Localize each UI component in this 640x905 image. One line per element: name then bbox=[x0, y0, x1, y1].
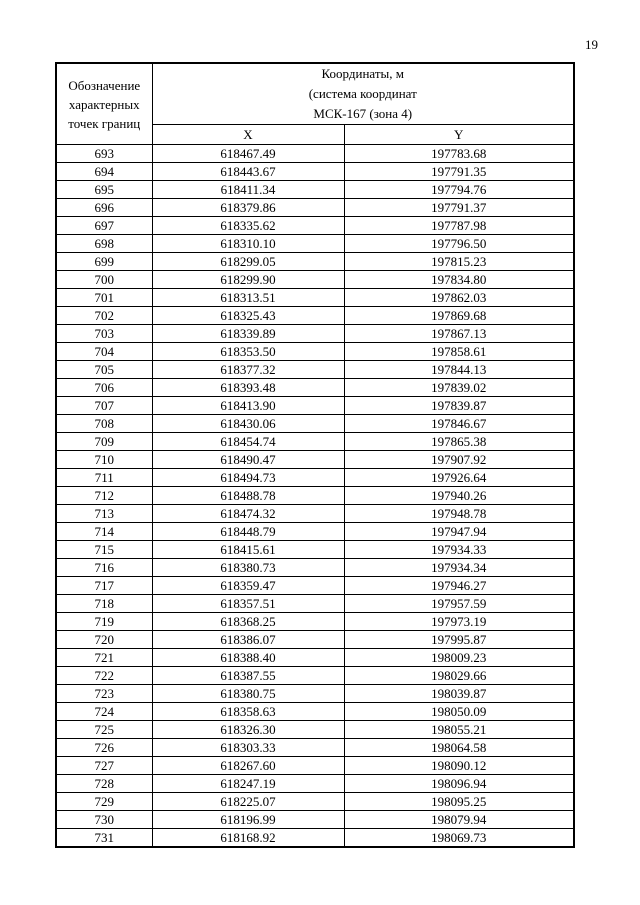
y-coordinate-cell: 198090.12 bbox=[344, 757, 574, 775]
table-row bbox=[56, 505, 574, 523]
y-coordinate-cell: 197907.92 bbox=[344, 451, 574, 469]
table-row bbox=[56, 325, 574, 343]
x-coordinate-cell: 618299.05 bbox=[152, 253, 344, 271]
y-coordinate-cell: 197934.34 bbox=[344, 559, 574, 577]
point-number-cell: 695 bbox=[56, 181, 152, 199]
table-header bbox=[56, 63, 574, 145]
table-row bbox=[56, 829, 574, 848]
table-row bbox=[56, 703, 574, 721]
table-row bbox=[56, 667, 574, 685]
x-coordinate-cell: 618357.51 bbox=[152, 595, 344, 613]
y-coordinate-cell: 197869.68 bbox=[344, 307, 574, 325]
x-coordinate-cell: 618168.92 bbox=[152, 829, 344, 848]
table-row bbox=[56, 775, 574, 793]
table-row bbox=[56, 415, 574, 433]
header-x: X bbox=[152, 125, 344, 145]
y-coordinate-cell: 198050.09 bbox=[344, 703, 574, 721]
y-coordinate-cell: 197791.35 bbox=[344, 163, 574, 181]
point-number-cell: 715 bbox=[56, 541, 152, 559]
y-coordinate-cell: 197867.13 bbox=[344, 325, 574, 343]
y-coordinate-cell: 198039.87 bbox=[344, 685, 574, 703]
point-number-cell: 719 bbox=[56, 613, 152, 631]
x-coordinate-cell: 618353.50 bbox=[152, 343, 344, 361]
table-row bbox=[56, 289, 574, 307]
point-number-cell: 722 bbox=[56, 667, 152, 685]
point-number-cell: 699 bbox=[56, 253, 152, 271]
point-number-cell: 707 bbox=[56, 397, 152, 415]
x-coordinate-cell: 618313.51 bbox=[152, 289, 344, 307]
x-coordinate-cell: 618368.25 bbox=[152, 613, 344, 631]
table-row bbox=[56, 469, 574, 487]
point-number-cell: 712 bbox=[56, 487, 152, 505]
y-coordinate-cell: 197783.68 bbox=[344, 145, 574, 163]
header-coords-line1: Координаты, м bbox=[321, 66, 404, 81]
x-coordinate-cell: 618379.86 bbox=[152, 199, 344, 217]
point-number-cell: 729 bbox=[56, 793, 152, 811]
point-number-cell: 709 bbox=[56, 433, 152, 451]
x-coordinate-cell: 618299.90 bbox=[152, 271, 344, 289]
point-number-cell: 708 bbox=[56, 415, 152, 433]
point-number-cell: 705 bbox=[56, 361, 152, 379]
y-coordinate-cell: 197794.76 bbox=[344, 181, 574, 199]
table-row bbox=[56, 595, 574, 613]
point-number-cell: 710 bbox=[56, 451, 152, 469]
x-coordinate-cell: 618247.19 bbox=[152, 775, 344, 793]
y-coordinate-cell: 198029.66 bbox=[344, 667, 574, 685]
header-coords-line3: МСК-167 (зона 4) bbox=[313, 106, 413, 121]
table-row bbox=[56, 361, 574, 379]
point-number-cell: 697 bbox=[56, 217, 152, 235]
y-coordinate-cell: 197844.13 bbox=[344, 361, 574, 379]
y-coordinate-cell: 197858.61 bbox=[344, 343, 574, 361]
x-coordinate-cell: 618303.33 bbox=[152, 739, 344, 757]
table-row bbox=[56, 397, 574, 415]
y-coordinate-cell: 197934.33 bbox=[344, 541, 574, 559]
table-row bbox=[56, 451, 574, 469]
y-coordinate-cell: 197796.50 bbox=[344, 235, 574, 253]
point-number-cell: 731 bbox=[56, 829, 152, 848]
table-row bbox=[56, 811, 574, 829]
x-coordinate-cell: 618413.90 bbox=[152, 397, 344, 415]
x-coordinate-cell: 618430.06 bbox=[152, 415, 344, 433]
table-row bbox=[56, 793, 574, 811]
point-number-cell: 721 bbox=[56, 649, 152, 667]
x-coordinate-cell: 618359.47 bbox=[152, 577, 344, 595]
point-number-cell: 718 bbox=[56, 595, 152, 613]
x-coordinate-cell: 618335.62 bbox=[152, 217, 344, 235]
x-coordinate-cell: 618267.60 bbox=[152, 757, 344, 775]
y-coordinate-cell: 197846.67 bbox=[344, 415, 574, 433]
y-coordinate-cell: 198096.94 bbox=[344, 775, 574, 793]
point-number-cell: 696 bbox=[56, 199, 152, 217]
point-number-cell: 711 bbox=[56, 469, 152, 487]
table-row bbox=[56, 649, 574, 667]
x-coordinate-cell: 618488.78 bbox=[152, 487, 344, 505]
table-row bbox=[56, 577, 574, 595]
x-coordinate-cell: 618326.30 bbox=[152, 721, 344, 739]
table-row bbox=[56, 253, 574, 271]
y-coordinate-cell: 197834.80 bbox=[344, 271, 574, 289]
table-row bbox=[56, 379, 574, 397]
y-coordinate-cell: 198095.25 bbox=[344, 793, 574, 811]
y-coordinate-cell: 197862.03 bbox=[344, 289, 574, 307]
x-coordinate-cell: 618380.73 bbox=[152, 559, 344, 577]
x-coordinate-cell: 618388.40 bbox=[152, 649, 344, 667]
y-coordinate-cell: 197947.94 bbox=[344, 523, 574, 541]
point-number-cell: 728 bbox=[56, 775, 152, 793]
y-coordinate-cell: 198064.58 bbox=[344, 739, 574, 757]
x-coordinate-cell: 618474.32 bbox=[152, 505, 344, 523]
x-coordinate-cell: 618325.43 bbox=[152, 307, 344, 325]
y-coordinate-cell: 197948.78 bbox=[344, 505, 574, 523]
table-row bbox=[56, 199, 574, 217]
x-coordinate-cell: 618225.07 bbox=[152, 793, 344, 811]
x-coordinate-cell: 618310.10 bbox=[152, 235, 344, 253]
table-row bbox=[56, 271, 574, 289]
point-number-cell: 703 bbox=[56, 325, 152, 343]
point-number-cell: 694 bbox=[56, 163, 152, 181]
point-number-cell: 700 bbox=[56, 271, 152, 289]
header-points: Обозначение характерных точек границ bbox=[56, 63, 152, 145]
point-number-cell: 720 bbox=[56, 631, 152, 649]
table-body bbox=[56, 145, 574, 848]
y-coordinate-cell: 197926.64 bbox=[344, 469, 574, 487]
point-number-cell: 704 bbox=[56, 343, 152, 361]
point-number-cell: 723 bbox=[56, 685, 152, 703]
header-y: Y bbox=[344, 125, 574, 145]
coordinates-table bbox=[55, 62, 575, 848]
x-coordinate-cell: 618358.63 bbox=[152, 703, 344, 721]
x-coordinate-cell: 618448.79 bbox=[152, 523, 344, 541]
y-coordinate-cell: 198079.94 bbox=[344, 811, 574, 829]
table-row bbox=[56, 541, 574, 559]
table-row bbox=[56, 235, 574, 253]
y-coordinate-cell: 197815.23 bbox=[344, 253, 574, 271]
x-coordinate-cell: 618339.89 bbox=[152, 325, 344, 343]
header-coords-line2: (система координат bbox=[308, 86, 417, 101]
table-row bbox=[56, 217, 574, 235]
point-number-cell: 713 bbox=[56, 505, 152, 523]
point-number-cell: 726 bbox=[56, 739, 152, 757]
point-number-cell: 725 bbox=[56, 721, 152, 739]
point-number-cell: 717 bbox=[56, 577, 152, 595]
table-row bbox=[56, 631, 574, 649]
y-coordinate-cell: 198009.23 bbox=[344, 649, 574, 667]
page-number: 19 bbox=[585, 37, 598, 52]
x-coordinate-cell: 618386.07 bbox=[152, 631, 344, 649]
table-row bbox=[56, 307, 574, 325]
x-coordinate-cell: 618415.61 bbox=[152, 541, 344, 559]
point-number-cell: 701 bbox=[56, 289, 152, 307]
y-coordinate-cell: 197839.87 bbox=[344, 397, 574, 415]
x-coordinate-cell: 618387.55 bbox=[152, 667, 344, 685]
x-coordinate-cell: 618490.47 bbox=[152, 451, 344, 469]
x-coordinate-cell: 618377.32 bbox=[152, 361, 344, 379]
y-coordinate-cell: 197957.59 bbox=[344, 595, 574, 613]
y-coordinate-cell: 197791.37 bbox=[344, 199, 574, 217]
x-coordinate-cell: 618380.75 bbox=[152, 685, 344, 703]
table-row bbox=[56, 739, 574, 757]
point-number-cell: 727 bbox=[56, 757, 152, 775]
table-row bbox=[56, 145, 574, 163]
y-coordinate-cell: 197946.27 bbox=[344, 577, 574, 595]
x-coordinate-cell: 618196.99 bbox=[152, 811, 344, 829]
point-number-cell: 693 bbox=[56, 145, 152, 163]
y-coordinate-cell: 197940.26 bbox=[344, 487, 574, 505]
table-row bbox=[56, 757, 574, 775]
point-number-cell: 714 bbox=[56, 523, 152, 541]
y-coordinate-cell: 197995.87 bbox=[344, 631, 574, 649]
point-number-cell: 698 bbox=[56, 235, 152, 253]
table-row bbox=[56, 163, 574, 181]
point-number-cell: 706 bbox=[56, 379, 152, 397]
x-coordinate-cell: 618443.67 bbox=[152, 163, 344, 181]
table-row bbox=[56, 433, 574, 451]
x-coordinate-cell: 618393.48 bbox=[152, 379, 344, 397]
header-coordinates bbox=[152, 63, 574, 125]
table-row bbox=[56, 721, 574, 739]
y-coordinate-cell: 197787.98 bbox=[344, 217, 574, 235]
table-row bbox=[56, 559, 574, 577]
x-coordinate-cell: 618454.74 bbox=[152, 433, 344, 451]
point-number-cell: 724 bbox=[56, 703, 152, 721]
x-coordinate-cell: 618467.49 bbox=[152, 145, 344, 163]
y-coordinate-cell: 198069.73 bbox=[344, 829, 574, 848]
y-coordinate-cell: 198055.21 bbox=[344, 721, 574, 739]
x-coordinate-cell: 618411.34 bbox=[152, 181, 344, 199]
y-coordinate-cell: 197865.38 bbox=[344, 433, 574, 451]
y-coordinate-cell: 197839.02 bbox=[344, 379, 574, 397]
table-row bbox=[56, 181, 574, 199]
x-coordinate-cell: 618494.73 bbox=[152, 469, 344, 487]
table-row bbox=[56, 613, 574, 631]
table-row bbox=[56, 523, 574, 541]
y-coordinate-cell: 197973.19 bbox=[344, 613, 574, 631]
table-row bbox=[56, 685, 574, 703]
table-row bbox=[56, 343, 574, 361]
point-number-cell: 702 bbox=[56, 307, 152, 325]
table-row bbox=[56, 487, 574, 505]
point-number-cell: 730 bbox=[56, 811, 152, 829]
point-number-cell: 716 bbox=[56, 559, 152, 577]
